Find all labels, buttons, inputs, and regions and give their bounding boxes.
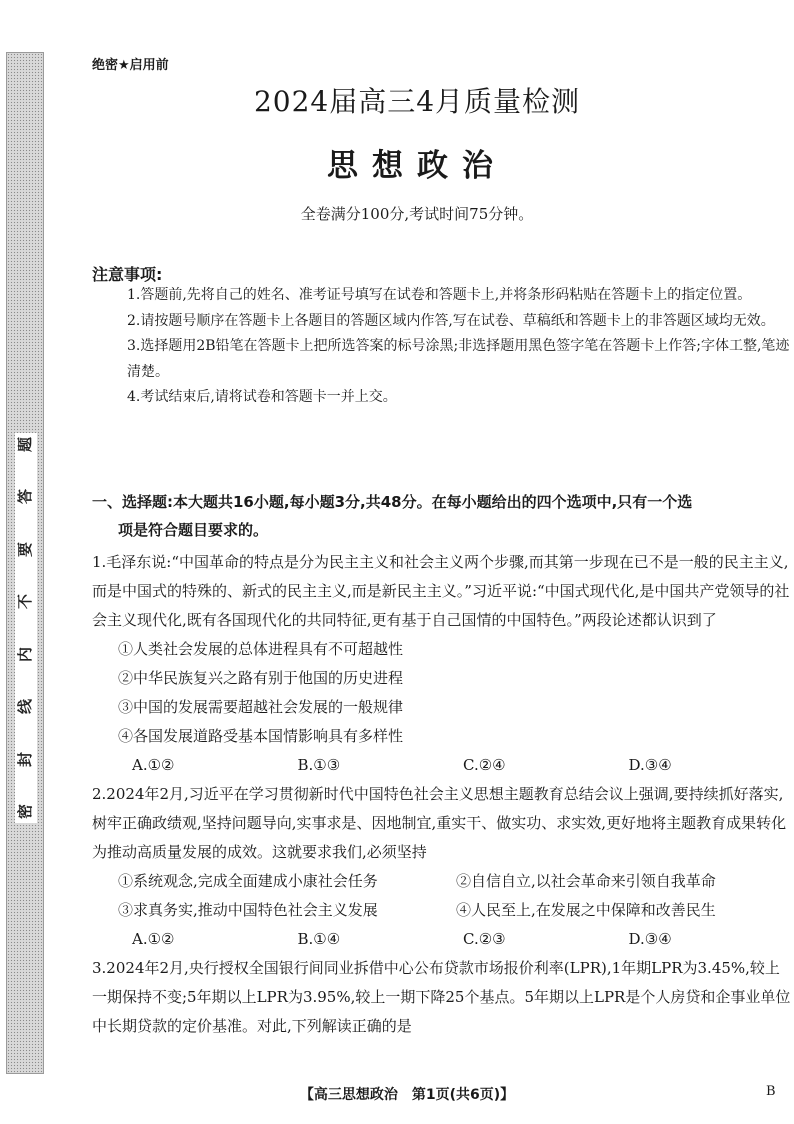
- seal-char: 题: [16, 436, 35, 453]
- choice-d: D.③④: [628, 930, 672, 948]
- seal-char: 要: [16, 541, 35, 557]
- question-2-option: ①系统观念,完成全面建成小康社会任务: [118, 872, 378, 890]
- seal-char: 密: [16, 803, 35, 819]
- note-item: 3.选择题用2B铅笔在答题卡上把所选答案的标号涂黑;非选择题用黑色签字笔在答题卡上作答;字体工整,笔迹清楚。: [127, 338, 790, 380]
- confidential-mark: 绝密★启用前: [92, 58, 169, 73]
- question-2-option: ③求真务实,推动中国特色社会主义发展: [118, 901, 378, 919]
- section-heading: [92, 488, 792, 544]
- score-info: 全卷满分100分,考试时间75分钟。: [300, 205, 534, 223]
- section-heading-line2: 项是符合题目要求的。: [118, 521, 269, 539]
- seal-char: 不: [16, 594, 35, 610]
- seal-char: 内: [16, 646, 35, 662]
- note-item: 2.请按题号顺序在答题卡上各题目的答题区域内作答,写在试卷、草稿纸和答题卡上的非答题区域均无效。: [127, 312, 775, 329]
- question-2-choices: [92, 925, 794, 954]
- question-1-option: ③中国的发展需要超越社会发展的一般规律: [118, 698, 404, 716]
- choice-a: A.①②: [132, 930, 175, 948]
- section-heading-line1: 一、选择题:本大题共16小题,每小题3分,共48分。在每小题给出的四个选项中,只有一个选: [92, 493, 693, 511]
- question-1-option: ②中华民族复兴之路有别于他国的历史进程: [118, 669, 404, 687]
- notes-list: [127, 283, 794, 411]
- seal-line-warning: [15, 433, 37, 823]
- question-list: [92, 548, 794, 1041]
- subject-title: 思想政治: [327, 148, 507, 184]
- note-item: 1.答题前,先将自己的姓名、准考证号填写在试卷和答题卡上,并将条形码粘贴在答题卡上的指定位置。: [127, 287, 752, 303]
- seal-char: 封: [16, 751, 35, 767]
- choice-d: D.③④: [628, 756, 672, 774]
- seal-char: 线: [16, 699, 35, 715]
- paper-version: B: [766, 1084, 776, 1099]
- question-3-stem: 3.2024年2月,央行授权全国银行间同业拆借中心公布贷款市场报价利率(LPR),1年期LPR为3.45%,较上一期保持不变;5年期以上LPR为3.95%,较上一期下降25个基点。5年期以上LPR是个人房贷和企事业单位中长期贷款的定价基准。对此,下列解读正确的是: [92, 959, 791, 1035]
- seal-char: 答: [16, 489, 35, 505]
- choice-c: C.②④: [463, 756, 506, 774]
- notes-heading: 注意事项:: [92, 265, 163, 284]
- choice-a: A.①②: [132, 756, 175, 774]
- choice-c: C.②③: [463, 930, 506, 948]
- question-2-option: ②自信自立,以社会革命来引领自我革命: [456, 872, 716, 890]
- choice-b: B.①④: [297, 930, 341, 948]
- question-1-option: ①人类社会发展的总体进程具有不可超越性: [118, 640, 404, 658]
- question-1-option: ④各国发展道路受基本国情影响具有多样性: [118, 727, 404, 745]
- question-2-stem: 2.2024年2月,习近平在学习贯彻新时代中国特色社会主义思想主题教育总结会议上强调,要持续抓好落实,树牢正确政绩观,坚持问题导向,实事求是、因地制宜,重实干、做实功、求实效,更好地将主题教育成果转化为推动高质量发展的成效。这就要求我们,必须坚持: [92, 785, 787, 861]
- question-2-options-row: [92, 867, 794, 896]
- question-2-options-row: [92, 896, 794, 925]
- page-footer: 【高三思想政治 第1页(共6页)】: [299, 1087, 515, 1103]
- question-1-stem: 1.毛泽东说:“中国革命的特点是分为民主主义和社会主义两个步骤,而其第一步现在已不是一般的民主主义,而是中国式的特殊的、新式的民主主义,而是新民主主义。”习近平说:“中国式现代化,是中国共产党领导的社会主义现代化,既有各国现代化的共同特征,更有基于自己国情的中国特色。”两段论述都认识到了: [92, 553, 790, 629]
- question-1-choices: [92, 751, 794, 780]
- exam-title: 2024届高三4月质量检测: [253, 85, 581, 118]
- question-2-option: ④人民至上,在发展之中保障和改善民生: [456, 901, 716, 919]
- note-item: 4.考试结束后,请将试卷和答题卡一并上交。: [127, 389, 397, 405]
- choice-b: B.①③: [297, 756, 341, 774]
